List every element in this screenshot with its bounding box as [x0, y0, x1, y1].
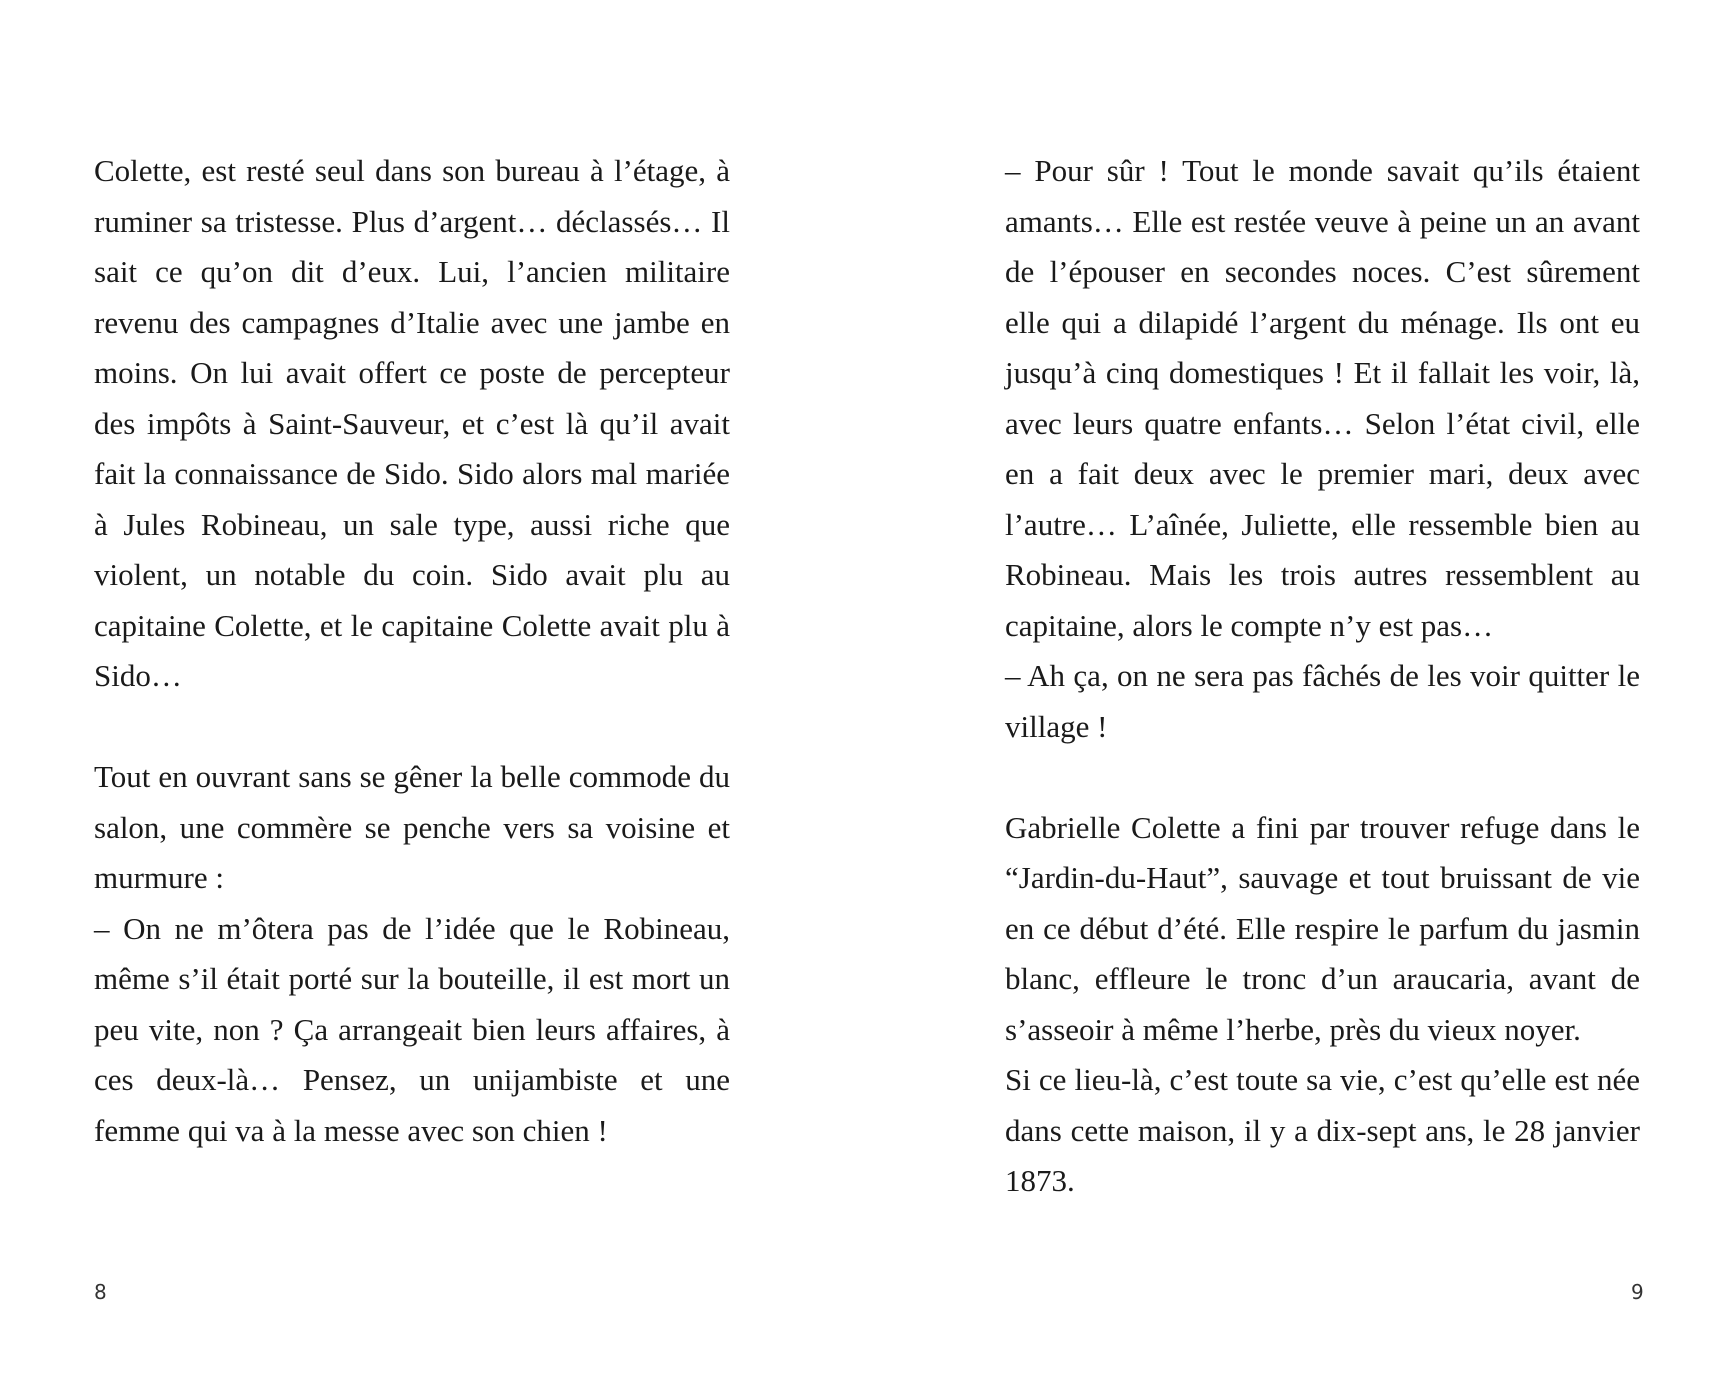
left-page	[0, 0, 865, 1384]
paragraph: – Ah ça, on ne sera pas fâchés de les voir quitter le village !	[1005, 658, 1640, 744]
paragraph: Si ce lieu-là, c’est toute sa vie, c’est qu’elle est née dans cette maison, il y a dix-sept ans, le 28 janvier 1873.	[1005, 1062, 1640, 1198]
paragraph-gap	[1005, 752, 1640, 803]
paragraph: Colette, est resté seul dans son bureau à l’étage, à ruminer sa tristesse. Plus d’argent… déclassés… Il sait ce qu’on dit d’eux. Lui, l’ancien militaire revenu des campagnes d’Italie avec une jambe en moins. On lui avait offert ce poste de percepteur des impôts à Saint-Sauveur, et c’est là qu’il avait fait la connaissance de Sido. Sido alors mal mariée à Jules Robineau, un sale type, aussi riche que violent, un notable du coin. Sido avait plu au capitaine Colette, et le capitaine Colette avait plu à Sido…	[94, 153, 730, 693]
page-number: 9	[1631, 1280, 1644, 1304]
page-number: 8	[94, 1280, 107, 1304]
paragraph: – Pour sûr ! Tout le monde savait qu’ils étaient amants… Elle est restée veuve à peine un an avant de l’épouser en secondes noces. C’est sûrement elle qui a dilapidé l’argent du ménage. Ils ont eu jusqu’à cinq domestiques ! Et il fallait les voir, là, avec leurs quatre enfants… Selon l’état civil, elle en a fait deux avec le premier mari, deux avec l’autre… L’aînée, Juliette, elle ressemble bien au Robineau. Mais les trois autres ressemblent au capitaine, alors le compte n’y est pas…	[1005, 153, 1640, 643]
right-page	[865, 0, 1731, 1384]
paragraph: – On ne m’ôtera pas de l’idée que le Robineau, même s’il était porté sur la bouteille, il est mort un peu vite, non ? Ça arrangeait bien leurs affaires, à ces deux-là… Pensez, un unijambiste et une femme qui va à la messe avec son chien !	[94, 910, 730, 1148]
paragraph: Tout en ouvrant sans se gêner la belle commode du salon, une commère se penche vers sa voisine et murmure :	[94, 759, 730, 895]
left-page-text	[94, 146, 730, 1156]
paragraph: Gabrielle Colette a fini par trouver refuge dans le “Jardin-du-Haut”, sauvage et tout bruissant de vie en ce début d’été. Elle respire le parfum du jasmin blanc, effleure le tronc d’un araucaria, avant de s’asseoir à même l’herbe, près du vieux noyer.	[1005, 809, 1640, 1047]
paragraph-gap	[94, 702, 730, 753]
right-page-text	[1005, 146, 1640, 1207]
